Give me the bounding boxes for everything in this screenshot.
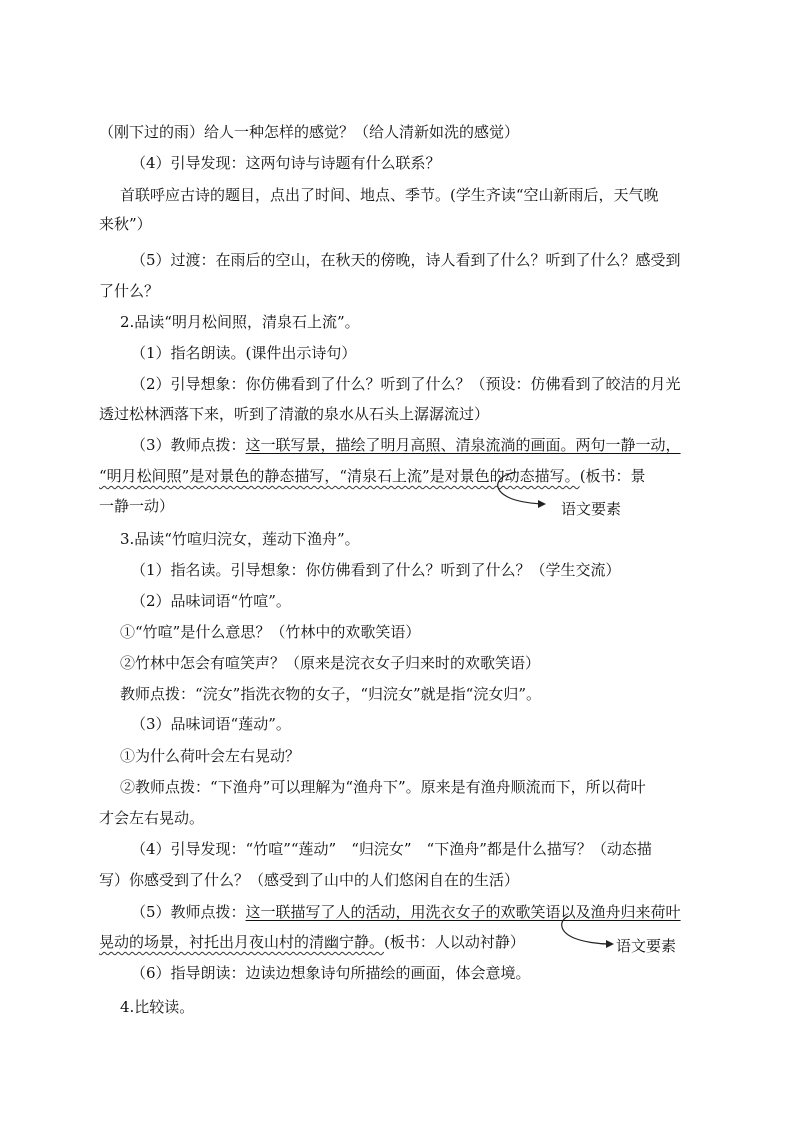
callout-label: 语文要素 [616, 937, 677, 955]
text-line: 写）你感受到了什么？（感受到了山中的人们悠闲自在的生活） [99, 871, 520, 889]
text-line [99, 466, 646, 486]
text-line: （2）品味词语“竹喧”。 [131, 592, 291, 610]
wavy-underlined-text: “明月松间照”是对景色的静态描写，“清泉石上流”是对景色的动态描写。 [99, 467, 580, 485]
text-line: ①为什么荷叶会左右晃动？ [120, 747, 301, 765]
text-line: 首联呼应古诗的题目，点出了时间、地点、季节。(学生齐读“空山新雨后，天气晚 [120, 186, 659, 204]
text-line: 了什么？ [99, 282, 160, 300]
text-segment: (板书：景 [579, 467, 646, 485]
section-heading: 4.比较读。 [120, 998, 195, 1016]
text-line: 一静一动） [99, 497, 175, 515]
text-line: （3）品味词语“莲动”。 [131, 715, 291, 733]
section-heading: 3.品读“竹喧归浣女，莲动下渔舟”。 [120, 530, 360, 548]
text-line: 教师点拨：“浣女”指洗衣物的女子，“归浣女”就是指“浣女归”。 [120, 685, 542, 703]
text-line: 才会左右晃动。 [99, 809, 205, 827]
text-line: （2）引导想象：你仿佛看到了什么？听到了什么？（预设：仿佛看到了皎洁的月光 [131, 375, 681, 393]
wavy-underlined-text: 晃动的场景，衬托出月夜山村的清幽宁静。 [99, 933, 385, 951]
text-line: （1）指名朗读。(课件出示诗句） [131, 344, 357, 362]
section-heading: 2.品读“明月松间照，清泉石上流”。 [120, 313, 360, 331]
underlined-text: 这一联描写了人的活动，用洗衣女子的欢歌笑语以及渔舟归来荷叶 [245, 903, 681, 921]
callout-arrow-icon [470, 470, 560, 520]
text-line: （4）引导发现：“竹喧”“莲动” “归浣女” “下渔舟”都是什么描写？（动态描 [131, 840, 652, 858]
text-segment: (板书：人以动衬静） [384, 933, 525, 951]
text-line: （6）指导朗读：边读边想象诗句所描绘的画面，体会意境。 [131, 964, 531, 982]
text-segment: （5）教师点拨： [131, 903, 246, 921]
text-line: 来秋”） [99, 215, 152, 233]
text-segment: （3）教师点拨： [131, 436, 246, 454]
text-line [131, 435, 681, 455]
text-line: ①“竹喧”是什么意思？（竹林中的欢歌笑语） [120, 623, 421, 641]
text-line [99, 932, 525, 952]
text-line: （4）引导发现：这两句诗与诗题有什么联系？ [131, 154, 441, 172]
text-line: （1）指名读。引导想象：你仿佛看到了什么？听到了什么？（学生交流） [131, 561, 621, 579]
underlined-text: 这一联写景，描绘了明月高照、清泉流淌的画面。两句一静一动， [245, 436, 681, 454]
text-line: （刚下过的雨）给人一种怎样的感觉？（给人清新如洗的感觉） [99, 123, 520, 141]
text-line: （5）过渡：在雨后的空山，在秋天的傍晚，诗人看到了什么？听到了什么？感受到 [131, 251, 681, 269]
text-line: ②竹林中怎会有喧笑声？（原来是浣衣女子归来时的欢歌笑语） [120, 654, 541, 672]
text-line: 透过松林洒落下来，听到了清澈的泉水从石头上潺潺流过） [99, 405, 490, 423]
callout-label: 语文要素 [561, 500, 622, 518]
text-line: ②教师点拨：“下渔舟”可以理解为“渔舟下”。原来是有渔舟顺流而下，所以荷叶 [120, 778, 646, 796]
